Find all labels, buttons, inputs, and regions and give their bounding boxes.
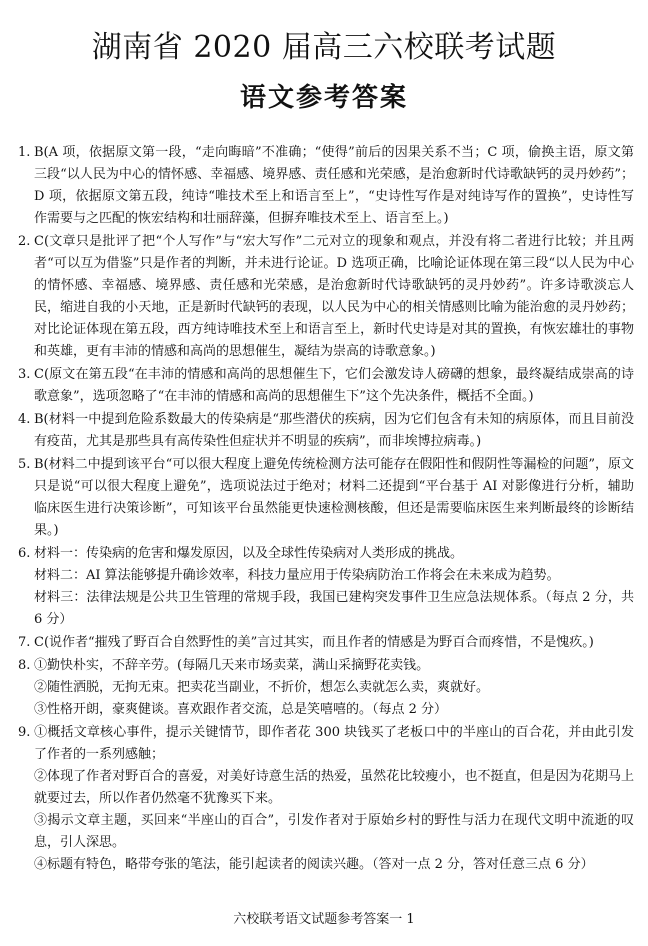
answer-item-8 bbox=[18, 655, 634, 721]
answer-text: 材料一：传染病的危害和爆发原因，以及全球性传染病对人类形成的挑战。 bbox=[34, 546, 464, 561]
answer-item-9 bbox=[18, 722, 634, 876]
answer-item-4 bbox=[18, 409, 634, 453]
answer-text: 材料二：AI 算法能够提升确诊效率，科技力量应用于传染病防治工作将会在未来成为趋势。 bbox=[34, 568, 560, 583]
page-footer: 六校联考语文试题参考答案一 1 bbox=[233, 912, 415, 927]
answer-text: C(原文在第五段“在丰沛的情感和高尚的思想催生下，它们会激发诗人磅礴的想象，最终凝结成崇高的诗歌意象”，选项忽略了“在丰沛的情感和高尚的思想催生下”这个先决条件，概括不全面。) bbox=[34, 367, 634, 404]
answer-item-7 bbox=[18, 632, 634, 654]
document-title: 湖南省 2020 届高三六校联考试题 bbox=[91, 30, 557, 65]
answer-text: B(材料二中提到该平台“可以很大程度上避免传统检测方法可能存在假阳性和假阴性等漏检的问题”，原文只是说“可以很大程度上避免”，选项说法过于绝对；材料二还提到“平台基于 AI 对影像进行分析，辅助临床医生进行决策诊断”，可知该平台虽然能更快速检测核酸，但还是需要临床医生来判断最终的诊断结果。) bbox=[34, 457, 634, 538]
answer-text: 材料三：法律法规是公共卫生管理的常规手段，我国已建构突发事件卫生应急法规体系。（每点 2 分，共 6 分） bbox=[34, 590, 634, 627]
answer-text: ③揭示文章主题，买回来“半座山的百合”，引发作者对于原始乡村的野性与活力在现代文明中流逝的叹息，引人深思。 bbox=[34, 813, 634, 850]
question-number: 5. bbox=[18, 457, 31, 472]
answer-text: C(文章只是批评了把“个人写作”与“宏大写作”二元对立的现象和观点，并没有将二者进行比较；并且两者“可以互为借鉴”只是作者的判断，并未进行论证。D 选项正确，比喻论证体现在第三段“以人民为中心的情怀感、幸福感、境界感、责任感和光荣感，是治愈新时代诗歌缺钙的灵丹妙药”。许多诗歌淡忘人民，缩进自我的小天地，正是新时代缺钙的表现，以人民为中心的相关情感则比喻为能治愈的灵丹妙药；对比论证体现在第五段，西方纯诗唯技术至上和语言至上，新时代史诗是对其的置换，有恢宏雄壮的事物和英雄，更有丰沛的情感和高尚的思想催生，凝结为崇高的诗歌意象。) bbox=[34, 234, 634, 359]
answer-text: ③性格开朗，豪爽健谈。喜欢跟作者交流，总是笑嘻嘻的。（每点 2 分） bbox=[34, 702, 448, 717]
question-number: 9. bbox=[18, 725, 31, 740]
answer-text: B(A 项，依据原文第一段，“走向晦暗”不准确；“使得”前后的因果关系不当；C 项，偷换主语，原文第三段“以人民为中心的情怀感、幸福感、境界感、责任感和光荣感，是治愈新时代诗歌缺钙的灵丹妙药”；D 项，依据原文第五段，纯诗“唯技术至上和语言至上”，“史诗性写作是对纯诗写作的置换”，史诗性写作需要与之匹配的恢宏结构和壮丽辞藻，但摒弃唯技术至上、语言至上。) bbox=[34, 145, 634, 226]
answer-text: ①勤快朴实，不辞辛劳。(每隔几天来市场卖菜，满山采摘野花卖钱。 bbox=[34, 658, 430, 673]
question-number: 8. bbox=[18, 658, 31, 673]
answer-text: ②随性洒脱，无拘无束。把卖花当副业，不折价，想怎么卖就怎么卖，爽就好。 bbox=[34, 680, 490, 695]
answer-text: ①概括文章核心事件，提示关键情节，即作者花 300 块钱买了老板口中的半座山的百合花，并由此引发了作者的一系列感触； bbox=[34, 725, 634, 762]
answer-text: ②体现了作者对野百合的喜爱，对美好诗意生活的热爱，虽然花比较瘦小，也不挺直，但是因为花期马上就要过去，所以作者仍然毫不犹豫买下来。 bbox=[34, 769, 634, 806]
question-number: 2. bbox=[18, 234, 31, 249]
document-subtitle: 语文参考答案 bbox=[239, 83, 408, 113]
question-number: 4. bbox=[18, 412, 31, 427]
answer-item-3 bbox=[18, 364, 634, 408]
question-number: 3. bbox=[18, 367, 31, 382]
question-number: 7. bbox=[18, 635, 31, 650]
question-number: 1. bbox=[18, 145, 31, 160]
question-number: 6. bbox=[18, 546, 31, 561]
answer-text: B(材料一中提到危险系数最大的传染病是“那些潜伏的疾病，因为它们包含有未知的病原体，而且目前没有疫苗，尤其是那些具有高传染性但症状并不明显的疾病”，而非埃博拉病毒。) bbox=[34, 412, 634, 449]
answer-item-2 bbox=[18, 231, 634, 363]
answer-item-6 bbox=[18, 543, 634, 631]
answer-list bbox=[18, 142, 634, 877]
answer-item-1 bbox=[18, 142, 634, 230]
answer-text: ④标题有特色，略带夸张的笔法，能引起读者的阅读兴趣。（答对一点 2 分，答对任意三点 6 分） bbox=[34, 857, 594, 872]
answer-text: C(说作者“摧残了野百合自然野性的美”言过其实，而且作者的情感是为野百合而疼惜，不是愧疚。) bbox=[34, 635, 594, 650]
answer-item-5 bbox=[18, 454, 634, 542]
